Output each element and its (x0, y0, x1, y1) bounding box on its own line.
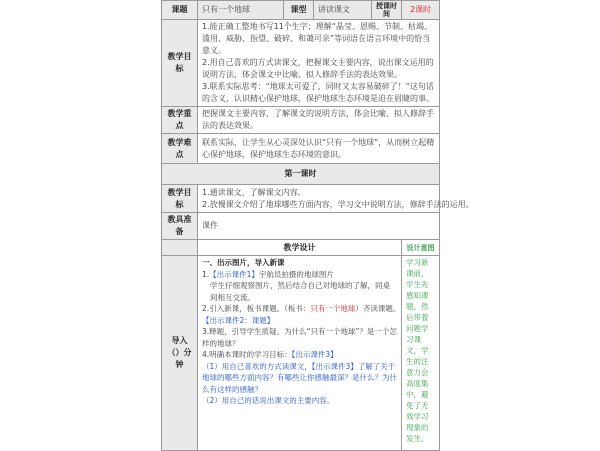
difficulty-label: 教学难点 (162, 134, 198, 164)
key-row (162, 107, 440, 134)
goals-content (198, 20, 440, 107)
design-line: 2.引入新课，板书课题。（板书：只有一个地球）齐读课题。 (202, 304, 401, 313)
hours-label: 授课时间 (372, 1, 402, 20)
design-line: 学生仔细观察图片，然后结合自己对地球的了解，同桌间相互交流。 (210, 281, 390, 302)
difficulty-text: 联系实际，让学生从心灵深处认识“只有一个地球”，从而树立起精心保护地球，保护地球生态环境的意识。 (198, 134, 440, 164)
key-text: 把握课文主要内容，了解课文的说明方法，体会比喻、拟人修辞手法的表达效果。 (198, 107, 440, 134)
session-row (162, 164, 440, 185)
design-note-title: 设计意图 (402, 240, 440, 256)
design-line: （2）用自己的话说出课文的主要内容。 (202, 396, 335, 405)
difficulty-row (162, 134, 440, 164)
prep-row (162, 213, 440, 240)
goals-label: 教学目标 (162, 20, 198, 107)
goals-row (162, 20, 440, 107)
design-line: 4.明确本课时的学习目标：【出示课件3】 (202, 350, 338, 359)
session-title: 第一课时 (162, 164, 440, 185)
design-note: 学习新课前，学生先感知课题，然后带着问题学习课文，学生的注意力会高度集中，避免了无效学习现象的发生。 (402, 256, 440, 451)
design-header-row (162, 240, 440, 256)
header-row (162, 1, 440, 20)
design-row-label: 导入（）分钟 (162, 256, 198, 451)
session-goals-label: 教学目标 (162, 185, 198, 213)
design-step-title: 一、出示图片，导入新课 (202, 258, 285, 267)
key-label: 教学重点 (162, 107, 198, 134)
type-value: 讲读课文 (314, 1, 372, 20)
type-label: 课型 (284, 1, 314, 20)
session-goals-row (162, 185, 440, 213)
design-row (162, 256, 440, 451)
goal-item: 3.联系实际思考：“地球太可爱了，同时又太容易破碎了！”这句话的含义，认识精心保护地球，保护地球生态环境是迫在眉睫的事。 (202, 82, 434, 103)
hours-value: 2课时 (402, 1, 440, 20)
lesson-plan-table (161, 0, 474, 451)
goal-item: 2.用自己喜欢的方式读课文，把握课文主要内容，说出课文运用的说明方法，体会课文中比喻、拟人修辞手法的表达效果。 (202, 58, 434, 79)
design-line: （1）用自己喜欢的方式读课文，【出示课件3】了解了关于地球的哪些方面内容？有哪些让你感触最深？是什么？为什么有这样的感触？ (202, 361, 397, 394)
courseware-tag: 【出示课件3】 (311, 361, 358, 371)
design-line: 3.释题，引导学生质疑。为什么“只有一个地球”？是一个怎样的地球？ (202, 327, 397, 348)
title-value: 只有一个地球 (198, 1, 284, 20)
courseware-tag: 【出示课件1】 (209, 269, 259, 279)
prep-label: 教具准备 (162, 213, 198, 240)
courseware-tag: 【出示课件3】 (291, 350, 338, 359)
design-content (198, 256, 402, 451)
session-goals-content (198, 185, 474, 213)
board-title: 只有一个地球 (310, 304, 356, 313)
design-header-blank (162, 240, 198, 256)
session-goal-item: 1.通读课文，了解课文内容。 (202, 187, 306, 197)
title-label: 课题 (162, 1, 198, 20)
design-col-title: 教学设计 (198, 240, 402, 256)
design-line: 1.【出示课件1】宇航员拍摄的地球图片 (202, 269, 334, 279)
prep-text: 课件 (198, 213, 440, 240)
session-goal-item: 2.放慢课文介绍了地球哪些方面内容，学习文中说明方法，修辞手法的运用。 (202, 199, 474, 209)
goal-item: 1.能正确工整地书写11个生字；理解“晶莹、恩赐、节制、枯竭、滥用、威胁、指望、破碎、和蔼可亲”等词语在语言环境中的恰当意义。 (202, 22, 432, 55)
design-line: 【出示课件2：课题】 (202, 315, 275, 325)
